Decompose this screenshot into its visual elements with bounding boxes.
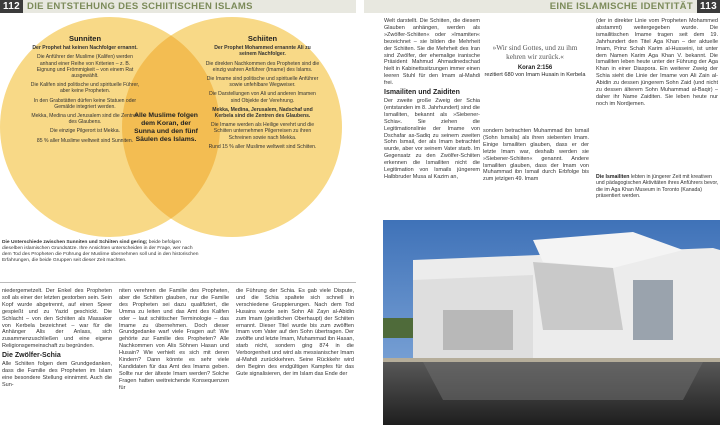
left-divider xyxy=(0,282,356,283)
quote-source: Koran 2:156 xyxy=(517,65,553,72)
right-body-column-3 xyxy=(596,18,718,172)
right-col3-text: (der in direkter Linie vom Propheten Mohammed abstammt) weitergegeben wurde. Die ismailitischen Imame tragen seit dem 19. Jahrhundert den Titel Aga Khan – der aktuelle Imam, Prinz Schah Karim al-Husseini, ist unter dem Namen Karim Aga Khan V. bekannt. Die Ismailiten leben heute unter der Führung der Aga Khan in einer Diaspora. Ein weiterer Zweig der Schia sieht die Linie der Imame von Ali Zain al-Abidin zu dessen jüngerem Sohn Zaid (und nicht zu dessen älterem Sohn Muhammad al-Baqir) – daher ihr Name Zaiditen. Sie leben heute nur noch im Nordjemen. xyxy=(596,18,718,107)
photo-caption-text: lebten in jüngerer Zeit mit kreativen und pädagogischen Aktivitäten ihres Anführers bevor, die im Aga Khan Museum in Toronto (Kanada) präsentiert werden. xyxy=(596,174,719,199)
schiiten-item: Die Imame werden als Heilige verehrt und die Schiiten unternehmen Pilgerreisen zu ihren Schreinen sowie nach Mekka. xyxy=(210,122,315,141)
pull-quote xyxy=(483,44,587,79)
quote-text xyxy=(483,44,587,61)
museum-window xyxy=(443,310,513,350)
schiiten-item: Die direkten Nachkommen des Propheten sind die einzig wahren Anführer (Imame) des Islams. xyxy=(205,60,320,73)
venn-caption xyxy=(2,240,202,264)
schiiten-item: Die Darstellungen von Ali und anderen Imamen sind Objekte der Verehrung. xyxy=(209,91,316,104)
schiiten-item: Die Imame sind politische und spirituelle Anführer sowie unfehlbare Wegweiser. xyxy=(206,76,319,89)
right-section-title: EINE ISLAMISCHE IDENTITÄT xyxy=(364,0,697,13)
right-body-column-2 xyxy=(483,128,589,218)
schiiten-title: Schiiten xyxy=(247,34,278,43)
venn-diagram xyxy=(0,16,356,240)
left-body-column-3 xyxy=(236,288,354,425)
right-col2-text: sondern betrachten Muhammad ibn Ismail (Sohn Ismails) als ihren siebenten Imam. Einige Ismailiten glauben, dass er der letzte Imam war, deshalb werden sie »Siebener-Schiiten« genannt. Andere Ismailiten glauben, dass der Imam von Muhammad ibn Ismail durch Erbfolge bis zum jetzigen 49. Imam xyxy=(483,128,589,183)
right-body-column-1 xyxy=(384,18,480,216)
ground-edge xyxy=(383,358,720,362)
sunniten-column xyxy=(30,36,140,147)
sunniten-item: Die Anführer der Muslime (Kalifen) werden anhand einer Reihe von Kriterien – z. B. Eignung und Frömmigkeit – von einem Rat ausgewählt. xyxy=(36,54,134,80)
schiiten-item: Der Prophet Mohammed ernannte Ali zu seinem Nachfolger. xyxy=(214,45,311,58)
left-col1-text-b: Alle Schiiten folgen dem Grundgedanken, dass die Familie des Propheten im Islam eine besondere Stellung einnimmt. Auch die Sun- xyxy=(2,361,112,388)
pool-reflection xyxy=(423,362,703,400)
left-section-title: DIE ENTSTEHUNG DES SCHIITISCHEN ISLAMS xyxy=(23,0,356,13)
venn-center-text: Alle Muslime folgen dem Koran, der Sunna und den fünf Säulen des Islams. xyxy=(134,112,198,143)
sunniten-item: Die einzige Pilgerort ist Mekka. xyxy=(50,128,120,135)
schiiten-column xyxy=(205,36,320,153)
quote-meta: rezitiert 680 von Imam Husain in Kerbela xyxy=(484,72,586,79)
left-page-number: 112 xyxy=(0,0,23,13)
left-body-column-2 xyxy=(119,288,229,425)
photo-caption-bold: Die Ismailiten xyxy=(596,174,630,180)
sunniten-title: Sunniten xyxy=(68,34,102,43)
museum-shadow xyxy=(533,262,623,330)
museum-window xyxy=(633,280,673,340)
left-page-header xyxy=(0,0,356,13)
aga-khan-museum-photo xyxy=(383,220,720,425)
schiiten-item: Rund 15 % aller Muslime weltweit sind Schiiten. xyxy=(208,143,317,150)
left-col2-text: niten verehren die Familie des Propheten, aber die Schiiten glauben, nur die Familie des Propheten sei dazu qualifiziert, die Umma zu leiten und das Amt des Kalifen oder – laut schiitischer Terminologie – das Imame zu übernehmen. Doch dieser Grundgedanke warf viele Fragen auf: Wie gehörte zur Familie des Propheten? Alle Nachkommen von Alis Söhnen Hasan und Husain? Wie verhielt es sich mit deren Kindern? Dann könnte es sehr viele Kandidaten für das Amt des Imams geben. Sollte nur der älteste Imam werden? Solche Fragen hatten weitreichende Konsequenzen für xyxy=(119,288,229,391)
photo-caption xyxy=(596,174,720,199)
schiiten-item: Mekka, Medina, Jerusalem, Nadschaf und Kerbela sind die Zentren des Glaubens. xyxy=(212,106,313,120)
zwoelfer-schia-heading: Die Zwölfer-Schia xyxy=(2,352,61,360)
left-body-column-1 xyxy=(2,288,112,425)
sunniten-item: In den Grabstätten dürfen keine Statuen oder Gemälde integriert werden. xyxy=(33,97,137,110)
sunniten-item: 85 % aller Muslime weltweit sind Sunniten. xyxy=(36,137,134,144)
sunniten-item: Der Prophet hat keinen Nachfolger ernannt. xyxy=(32,45,138,52)
right-page-header xyxy=(364,0,720,13)
quote-open-mark: » xyxy=(492,44,497,52)
sunniten-item: Die Kalifen sind politische und spirituelle Führer, aber keine Propheten. xyxy=(30,82,140,95)
sunniten-item: Mekka, Medina und Jerusalem sind die Zentren des Glaubens. xyxy=(31,113,139,126)
left-col3-text: die Führung der Schia. Es gab viele Dispute, und die Schia spaltete sich schnell in verschiedene Gruppierungen. Nach dem Tod Husains wurde sein Sohn Ali Zayn al-Abidin zum Imam (geistlichen Oberhaupt) der Schiiten ernannt. Dieser Titel wurde bis zum zwölften Imam vom Vater auf den Sohn übertragen. Der zwölfte und letzte Imam, Muhammad ibn Hasan, starb nicht, sondern ging 874 in die Verborgenheit und wird als messianischer Imam al-Mahdi zurückkehren. Seine Rückkehr wird den Beginn des endgültigen Kampfes für das Gute signalisieren, der im Islam das Ende der xyxy=(236,288,354,377)
ismailiten-heading: Ismailiten und Zaiditen xyxy=(384,89,460,97)
venn-caption-bold: Die Unterschiede zwischen Sunniten und Schiiten sind gering; xyxy=(2,240,148,245)
left-col1-text: niedergemetzelt. Der Enkel des Propheten soll als einer der letzten gestorben sein. Sein Kopf wurde abgetrennt, auf einen Speer gespießt und zu Yazid geschickt. Die Schlacht – von den Schiiten als Massaker von Kerbela bezeichnet – war für die Anhänger Alis der Anlass, sich zusammenzuschließen und eine eigene Religionsgemeinschaft zu begründen. xyxy=(2,288,112,350)
right-col1-text-b: Der zweite große Zweig der Schia (entstanden im 8. Jahrhundert) sind die Ismailiten, bekannt als »Siebener-Schia«. Sie ziehen die Legitimationslinie der Imame von Dschafar as-Sadiq zu seinem zweiten Sohn Ismail, der als Imam betrachtet wurde, aber vor seinem Vater starb. Im Gegensatz zu den Zwölfer-Schiiten erkennen die Ismailiten nicht die Legitimation von Ismails jüngerem Halbbruder Musa al Kazim an, xyxy=(384,97,480,180)
museum-illustration xyxy=(383,220,720,425)
venn-caption-text: beide befolgen dieselben islamischen Grundsätze. Ihre Ansichten unterscheiden in der Frage, wer nach dem Tod des Propheten die Führung der Muslime übernehmen soll und in den historischen Erfahrungen, die beide Gruppen seit dieser Zeit machten. xyxy=(2,240,199,263)
quote-body: Wir sind Gottes, und zu ihm kehren wir zurück. xyxy=(496,44,578,61)
right-page-number: 113 xyxy=(697,0,720,13)
right-col1-text: Welt darstellt. Die Schiiten, die diesem Glauben anhängen, werden als »Zwölfer-Schiiten« oder »Imamiten« bezeichnet – sie bilden die Mehrheit der Schiiten. Sie die Mehrheit des Iran sind Zwölfer, der ehemalige iranische Präsident Mahmud Ahmadinedschad hielt in Kabinettssitzungen immer einen leeren Stuhl für den Imam al-Mahdi frei. xyxy=(384,18,480,87)
quote-close-mark: « xyxy=(560,52,564,61)
